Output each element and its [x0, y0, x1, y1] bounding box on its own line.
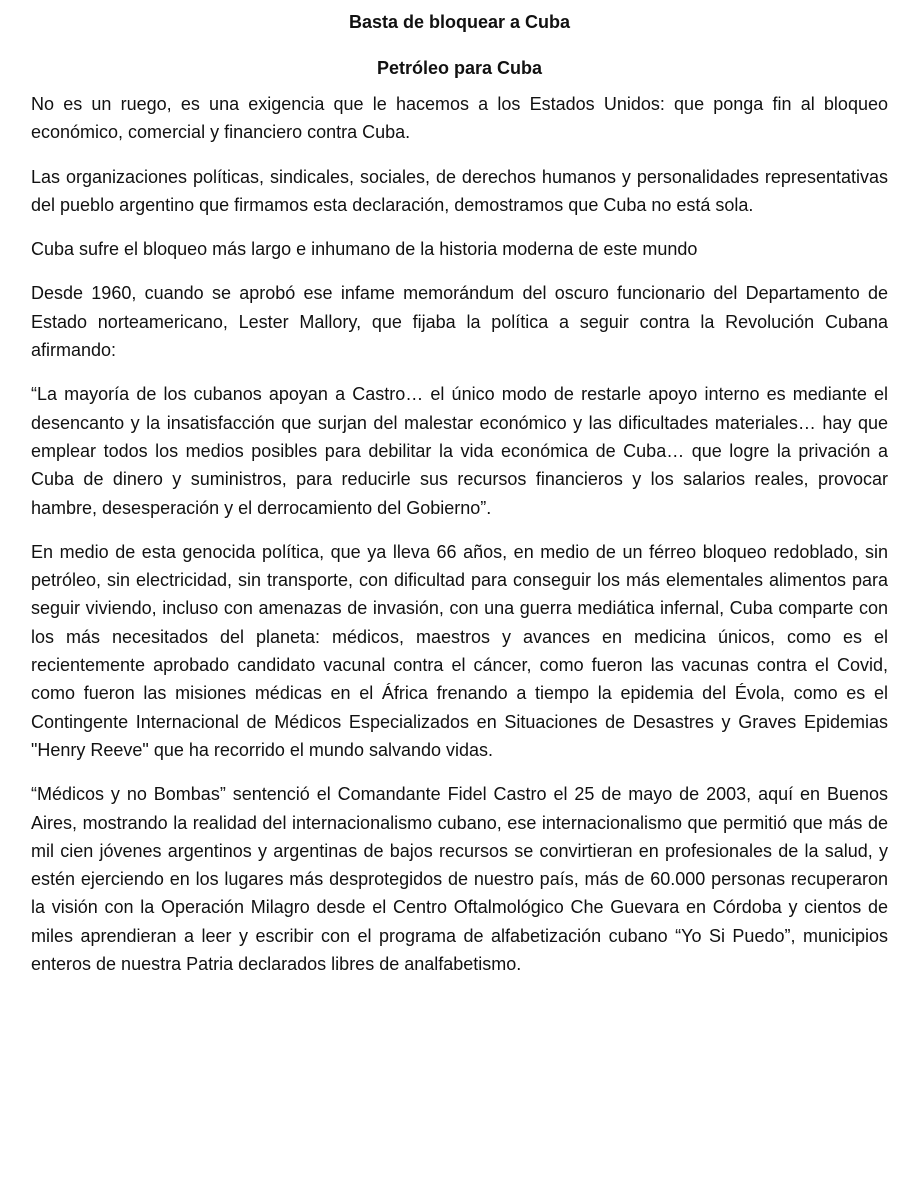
- paragraph-mallory: Desde 1960, cuando se aprobó ese infame memorándum del oscuro funcionario del Departamento de Estado norteamericano, Lester Mallory, que fijaba la política a seguir contra la Revolución Cubana afirmando:: [31, 283, 888, 361]
- paragraph-medicos: “Médicos y no Bombas” sentenció el Comandante Fidel Castro el 25 de mayo de 2003, aquí en Buenos Aires, mostrando la realidad del internacionalismo cubano, ese internacionalismo que permitió que más de mil cien jóvenes argentinos y argentinas de bajos recursos se convirtieran en profesionales de la salud, y estén ejerciendo en los lugares más desprotegidos de nuestro país, más de 60.000 personas recuperaron la visión con la Operación Milagro desde el Centro Oftalmológico Che Guevara en Córdoba y cientos de miles aprendieran a leer y escribir con el programa de alfabetización cubano “Yo Si Puedo”, municipios enteros de nuestra Patria declarados libres de analfabetismo.: [31, 784, 888, 975]
- paragraph-quote: “La mayoría de los cubanos apoyan a Castro… el único modo de restarle apoyo interno es mediante el desencanto y la insatisfacción que surjan del malestar económico y las dificultades materiales… hay que emplear todos los medios posibles para debilitar la vida económica de Cuba… que logre la privación a Cuba de dinero y suministros, para reducirle sus recursos financieros y los salarios reales, provocar hambre, desesperación y el derrocamiento del Gobierno”.: [31, 384, 888, 518]
- document-title: Basta de bloquear a Cuba: [348, 12, 571, 32]
- document-subtitle: Petróleo para Cuba: [376, 58, 543, 78]
- paragraph-blockade: Cuba sufre el bloqueo más largo e inhumano de la historia moderna de este mundo: [31, 239, 698, 260]
- paragraph-solidarity: En medio de esta genocida política, que ya lleva 66 años, en medio de un férreo bloqueo redoblado, sin petróleo, sin electricidad, sin transporte, con dificultad para conseguir los más elementales alimentos para seguir viviendo, incluso con amenazas de invasión, con una guerra mediática infernal, Cuba comparte con los más necesitados del planeta: médicos, maestros y avances en medicina únicos, como es el recientemente aprobado candidato vacunal contra el cáncer, como fueron las vacunas contra el Covid, como fueron las misiones médicas en el África frenando a tiempo la epidemia del Évola, como es el Contingente Internacional de Médicos Especializados en Situaciones de Desastres y Graves Epidemias "Henry Reeve" que ha recorrido el mundo salvando vidas.: [31, 541, 888, 760]
- paragraph-signatories: Las organizaciones políticas, sindicales, sociales, de derechos humanos y personalidades representativas del pueblo argentino que firmamos esta declaración, demostramos que Cuba no está sola.: [31, 166, 888, 215]
- paragraph-demand: No es un ruego, es una exigencia que le hacemos a los Estados Unidos: que ponga fin al bloqueo económico, comercial y financiero contra Cuba.: [31, 94, 888, 143]
